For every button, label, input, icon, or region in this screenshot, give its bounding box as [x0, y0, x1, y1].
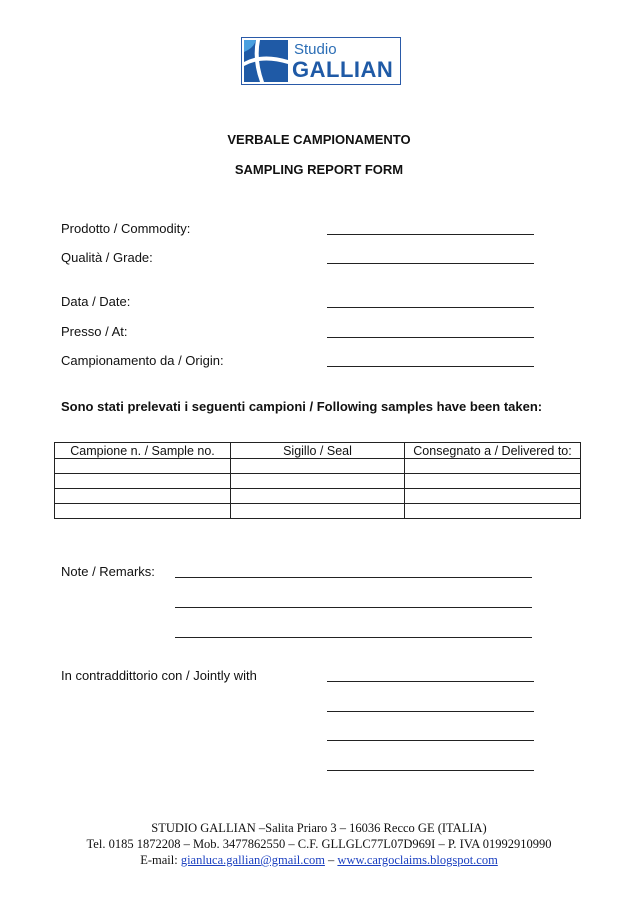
- field-line-at[interactable]: [327, 337, 534, 338]
- table-row: [55, 459, 581, 474]
- footer-contact: Tel. 0185 1872208 – Mob. 3477862550 – C.F. GLLGLC77L07D969I – P. IVA 01992910990: [86, 837, 552, 851]
- column-header-sample-no: Campione n. / Sample no.: [55, 443, 231, 459]
- footer-separator: –: [324, 853, 338, 867]
- field-line-grade[interactable]: [327, 263, 534, 264]
- field-label-date: Data / Date:: [61, 294, 131, 309]
- document-title: VERBALE CAMPIONAMENTO: [227, 132, 411, 147]
- table-cell[interactable]: [405, 459, 581, 474]
- remarks-label: Note / Remarks:: [61, 564, 155, 579]
- field-line-commodity[interactable]: [327, 234, 534, 235]
- table-cell[interactable]: [55, 504, 231, 519]
- document-subtitle: SAMPLING REPORT FORM: [234, 162, 404, 177]
- table-cell[interactable]: [231, 459, 405, 474]
- jointly-line-2[interactable]: [327, 711, 534, 712]
- studio-gallian-logo: [241, 37, 401, 85]
- table-cell[interactable]: [55, 474, 231, 489]
- remarks-line-1[interactable]: [175, 577, 532, 578]
- footer-links: [0, 853, 638, 868]
- samples-statement: Sono stati prelevati i seguenti campioni / Following samples have been taken:: [61, 399, 543, 414]
- footer-address: STUDIO GALLIAN –Salita Priaro 3 – 16036 Recco GE (ITALIA): [151, 821, 487, 835]
- jointly-line-4[interactable]: [327, 770, 534, 771]
- field-label-origin: Campionamento da / Origin:: [61, 353, 224, 368]
- remarks-line-3[interactable]: [175, 637, 532, 638]
- samples-table: [54, 442, 581, 519]
- table-cell[interactable]: [405, 489, 581, 504]
- jointly-with-label: In contraddittorio con / Jointly with: [61, 668, 257, 683]
- table-row: [55, 489, 581, 504]
- table-cell[interactable]: [405, 504, 581, 519]
- email-link[interactable]: gianluca.gallian@gmail.com: [180, 853, 325, 867]
- table-cell[interactable]: [55, 459, 231, 474]
- table-cell[interactable]: [55, 489, 231, 504]
- logo-text-gallian: GALLIAN: [292, 57, 394, 82]
- footer-email-prefix: E-mail:: [140, 853, 181, 867]
- jointly-line-3[interactable]: [327, 740, 534, 741]
- table-row: [55, 504, 581, 519]
- logo-text-studio: Studio: [294, 41, 337, 58]
- table-header-row: [55, 443, 581, 459]
- field-line-date[interactable]: [327, 307, 534, 308]
- field-line-origin[interactable]: [327, 366, 534, 367]
- table-cell[interactable]: [231, 504, 405, 519]
- field-label-commodity: Prodotto / Commodity:: [61, 221, 191, 236]
- logo-emblem-icon: [242, 38, 290, 84]
- table-cell[interactable]: [231, 474, 405, 489]
- field-label-at: Presso / At:: [61, 324, 128, 339]
- jointly-line-1[interactable]: [327, 681, 534, 682]
- website-link[interactable]: www.cargoclaims.blogspot.com: [337, 853, 498, 867]
- field-label-grade: Qualità / Grade:: [61, 250, 153, 265]
- table-cell[interactable]: [231, 489, 405, 504]
- column-header-delivered-to: Consegnato a / Delivered to:: [405, 443, 581, 459]
- remarks-line-2[interactable]: [175, 607, 532, 608]
- table-row: [55, 474, 581, 489]
- table-cell[interactable]: [405, 474, 581, 489]
- column-header-seal: Sigillo / Seal: [231, 443, 405, 459]
